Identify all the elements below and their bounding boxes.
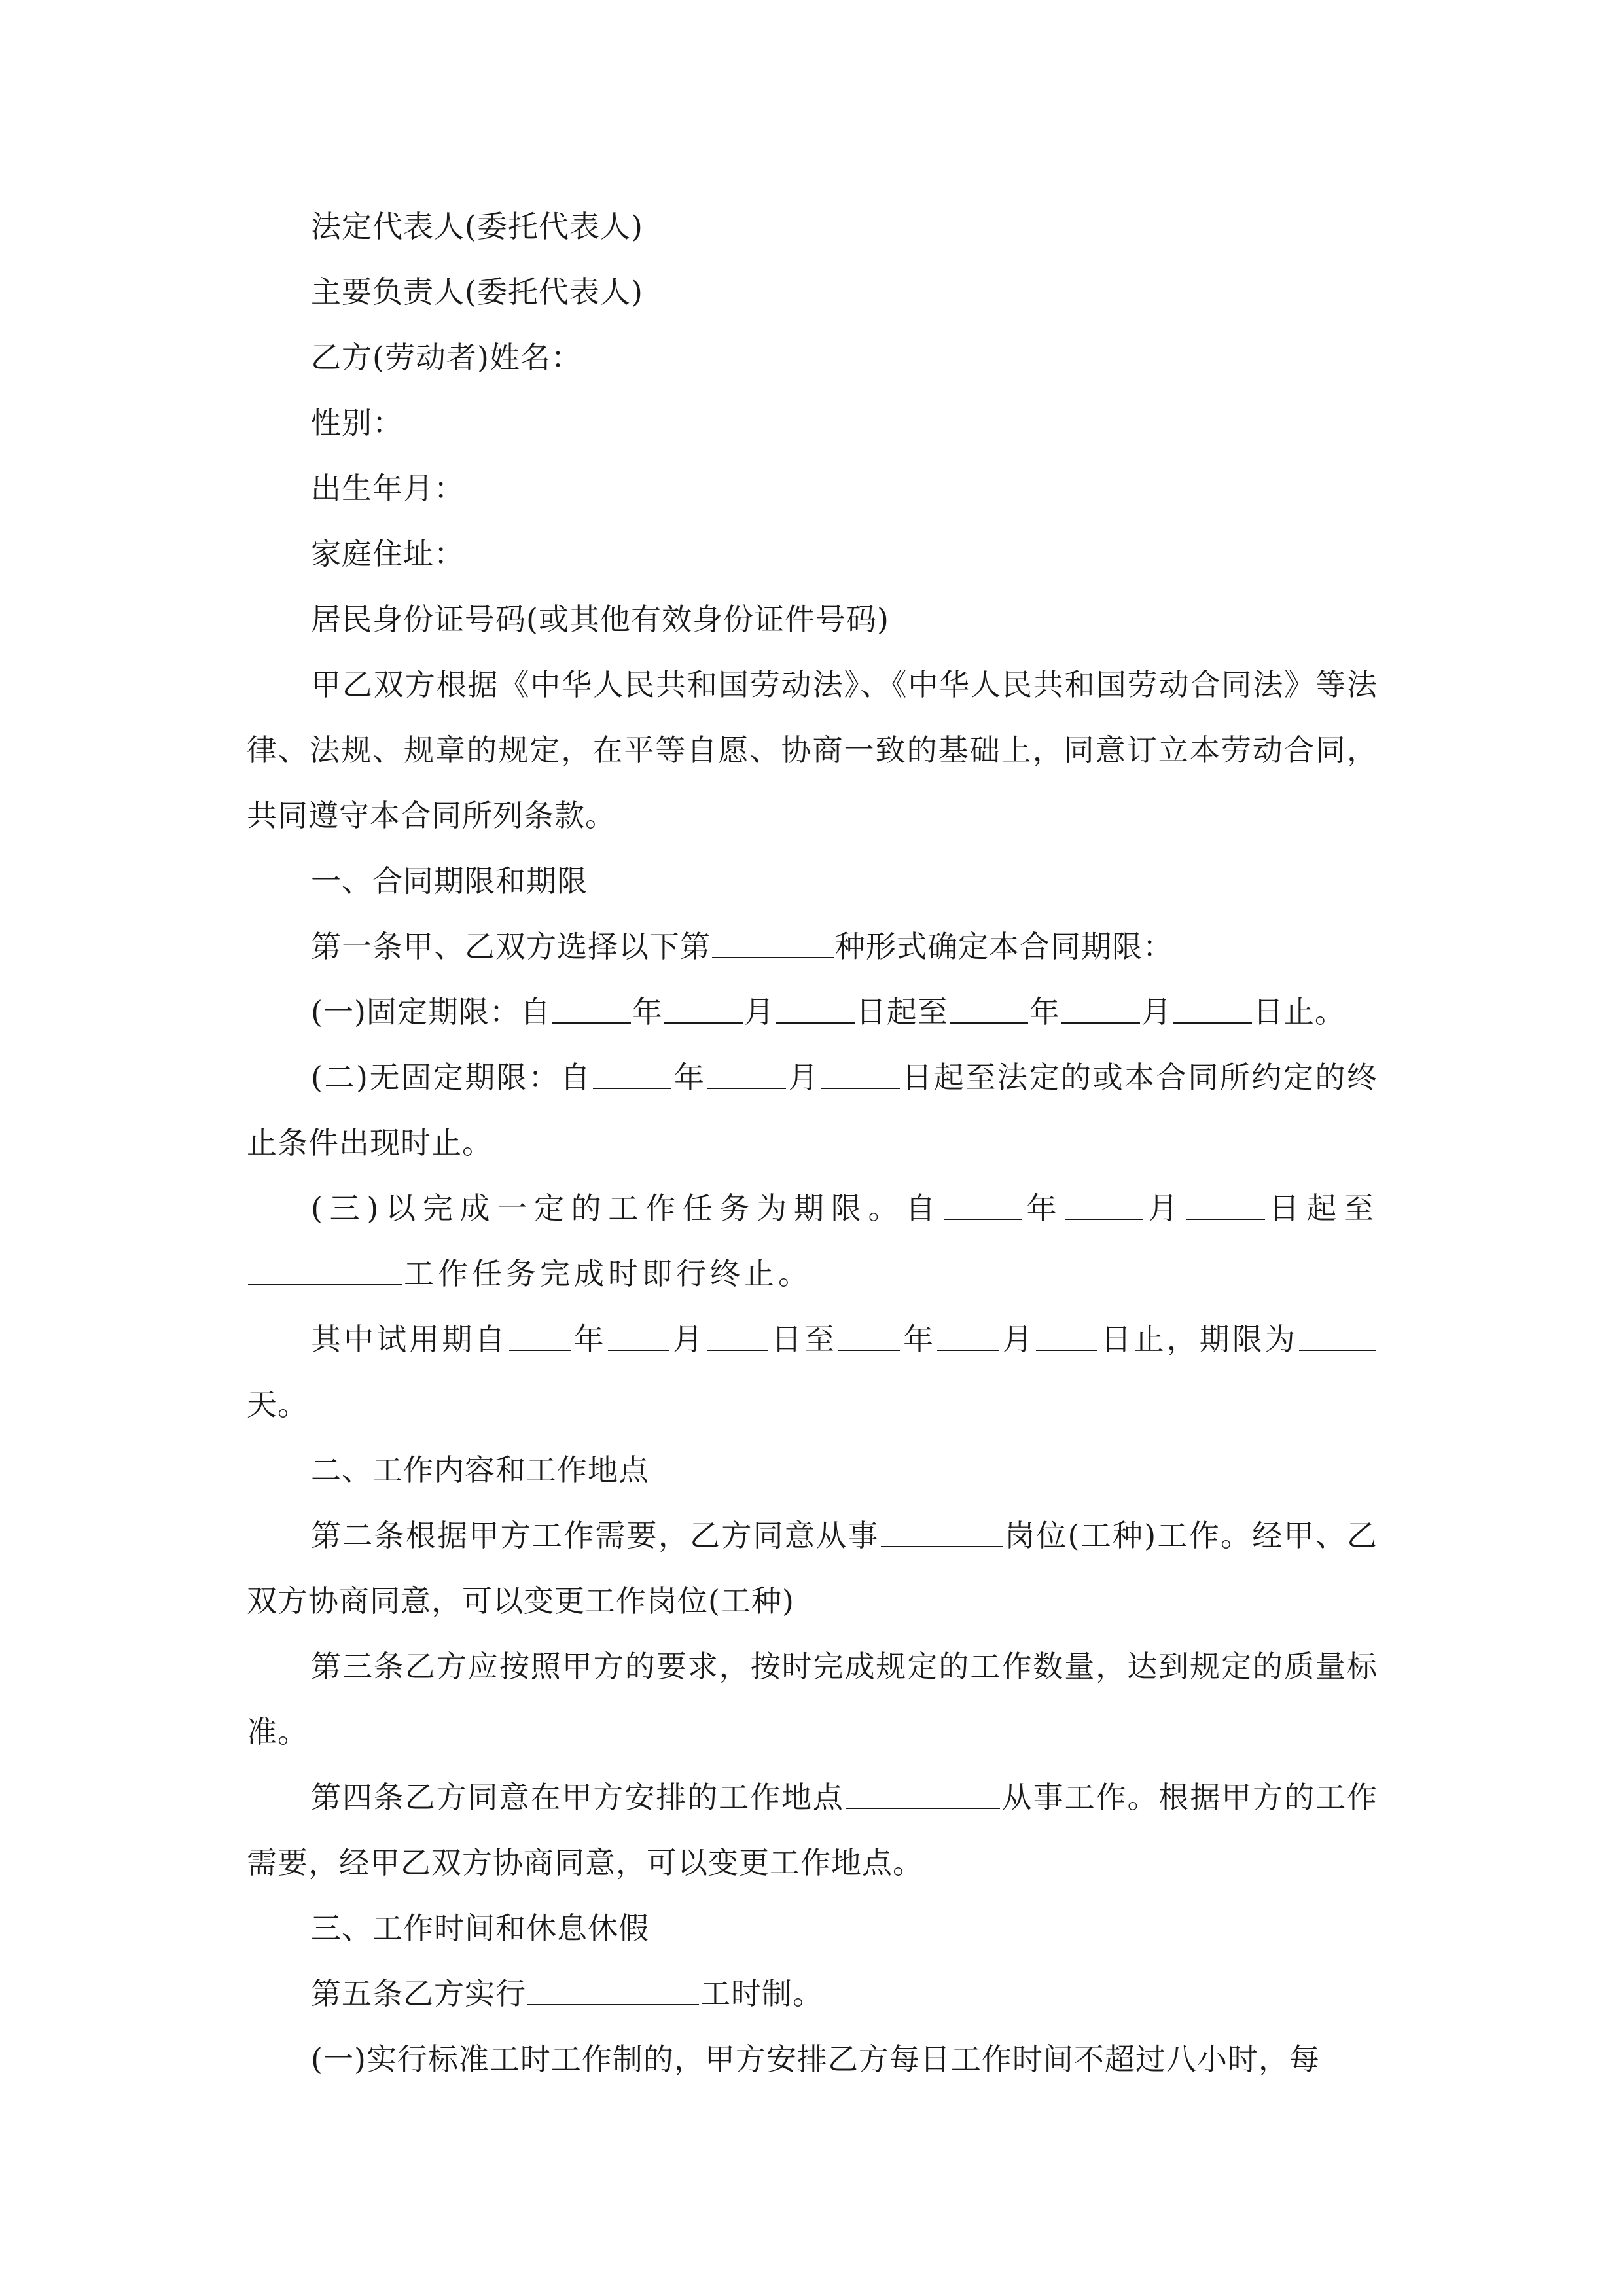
fixed-end-month-blank[interactable] [1061,992,1140,1024]
article-2-text-a: 第二条根据甲方工作需要，乙方同意从事 [311,1518,880,1553]
year-label: 年 [1029,994,1060,1030]
section-3-title: 三、工作时间和休息休假 [311,1910,649,1946]
task-from-label: 日起至 [1266,1191,1378,1226]
fixed-term-line [247,979,1378,1045]
article-4 [247,1765,1378,1895]
article-1 [247,914,1378,979]
legal-representative-line [247,194,1378,259]
task-term-line [247,1175,1378,1306]
task-year-blank[interactable] [944,1189,1022,1220]
nonfixed-day-blank[interactable] [821,1058,900,1089]
article-2-text-b: 岗位(工种)工作。经甲、乙双方协商同意，可以变更工作岗位(工种) [247,1518,1378,1619]
month-label: 月 [670,1321,705,1357]
id-number-line [247,586,1378,652]
party-b-name-line [247,325,1378,390]
article-1-text-b: 种形式确定本合同期限： [835,929,1173,964]
probation-end-day-blank[interactable] [1036,1319,1097,1351]
month-label: 月 [1145,1191,1185,1226]
year-label: 年 [1023,1191,1064,1226]
article-5-item-1 [247,2026,1378,2092]
section-1-heading [247,848,1378,914]
fixed-start-year-blank[interactable] [552,992,631,1024]
position-blank[interactable] [881,1516,1003,1547]
article-5 [247,1961,1378,2026]
work-location-blank[interactable] [846,1778,1000,1809]
main-person-label: 主要负责人(委托代表人) [311,274,643,310]
nonfixed-month-blank[interactable] [707,1058,786,1089]
article-5-text-a: 第五条乙方实行 [311,1976,526,2011]
probation-start-month-blank[interactable] [608,1319,669,1351]
nonfixed-year-blank[interactable] [593,1058,671,1089]
non-fixed-term-label: (二)无固定期限：自 [311,1060,592,1095]
legal-representative-label: 法定代表人(委托代表人) [311,209,643,244]
article-4-text-a: 第四条乙方同意在甲方安排的工作地点 [311,1780,844,1815]
day-to-label: 日止。 [1253,994,1346,1030]
non-fixed-term-line [247,1045,1378,1175]
main-person-line [247,259,1378,325]
birth-label: 出生年月： [311,471,465,506]
year-label: 年 [571,1321,607,1357]
day-from-label: 日起至 [855,994,948,1030]
address-line [247,521,1378,586]
month-label: 月 [743,994,775,1030]
probation-term-label: 日止，期限为 [1099,1321,1298,1357]
id-number-label: 居民身份证号码(或其他有效身份证件号码) [311,601,889,637]
birth-line [247,456,1378,521]
year-label: 年 [901,1321,936,1357]
probation-end-month-blank[interactable] [937,1319,999,1351]
probation-line [247,1306,1378,1437]
month-label: 月 [787,1060,820,1095]
section-1-title: 一、合同期限和期限 [311,863,588,899]
task-month-blank[interactable] [1065,1189,1143,1220]
section-3-heading [247,1895,1378,1961]
probation-start-year-blank[interactable] [509,1319,571,1351]
probation-label: 其中试用期自 [311,1321,508,1357]
article-3-text: 第三条乙方应按照甲方的要求，按时完成规定的工作数量，达到规定的质量标准。 [247,1649,1378,1749]
article-1-text-a: 第一条甲、乙双方选择以下第 [311,929,711,964]
party-b-name-label: 乙方(劳动者)姓名： [311,340,582,375]
month-label: 月 [1141,994,1172,1030]
term-form-blank[interactable] [712,927,834,958]
probation-days-blank[interactable] [1299,1319,1376,1351]
task-day-blank[interactable] [1186,1189,1265,1220]
fixed-end-day-blank[interactable] [1173,992,1252,1024]
fixed-end-year-blank[interactable] [950,992,1028,1024]
preamble-paragraph [247,652,1378,848]
contract-body [247,194,1378,2092]
task-term-text: 工作任务完成时即行终止。 [404,1256,812,1291]
fixed-start-month-blank[interactable] [664,992,743,1024]
article-5-item-1-text: (一)实行标准工时工作制的，甲方安排乙方每日工作时间不超过八小时，每 [311,2041,1320,2077]
days-label: 天。 [247,1387,308,1422]
article-2 [247,1503,1378,1634]
preamble-text: 甲乙双方根据《中华人民共和国劳动法》、《中华人民共和国劳动合同法》等法律、法规、规章的规定，在平等自愿、协商一致的基础上，同意订立本劳动合同，共同遵守本合同所列条款。 [247,667,1378,833]
gender-line [247,390,1378,456]
section-2-title: 二、工作内容和工作地点 [311,1452,649,1488]
fixed-start-day-blank[interactable] [776,992,855,1024]
task-term-label: (三)以完成一定的工作任务为期限。自 [311,1191,942,1226]
month-label: 月 [1000,1321,1035,1357]
year-label: 年 [632,994,663,1030]
task-description-blank[interactable] [248,1254,402,1285]
address-label: 家庭住址： [311,536,465,571]
probation-start-day-blank[interactable] [707,1319,768,1351]
section-2-heading [247,1437,1378,1503]
non-fixed-term-text: 日起至法定的或本合同所约定的终止条件出现时止。 [247,1060,1378,1160]
gender-label: 性别： [311,405,403,440]
day-to-label: 日至 [769,1321,838,1357]
article-3 [247,1634,1378,1765]
probation-end-year-blank[interactable] [838,1319,900,1351]
article-4-text-b: 从事工作。根据甲方的工作需要，经甲乙双方协商同意，可以变更工作地点。 [247,1780,1378,1880]
year-label: 年 [673,1060,706,1095]
article-5-text-b: 工时制。 [700,1976,823,2011]
working-hours-system-blank[interactable] [527,1974,699,2005]
fixed-term-label: (一)固定期限：自 [311,994,551,1030]
